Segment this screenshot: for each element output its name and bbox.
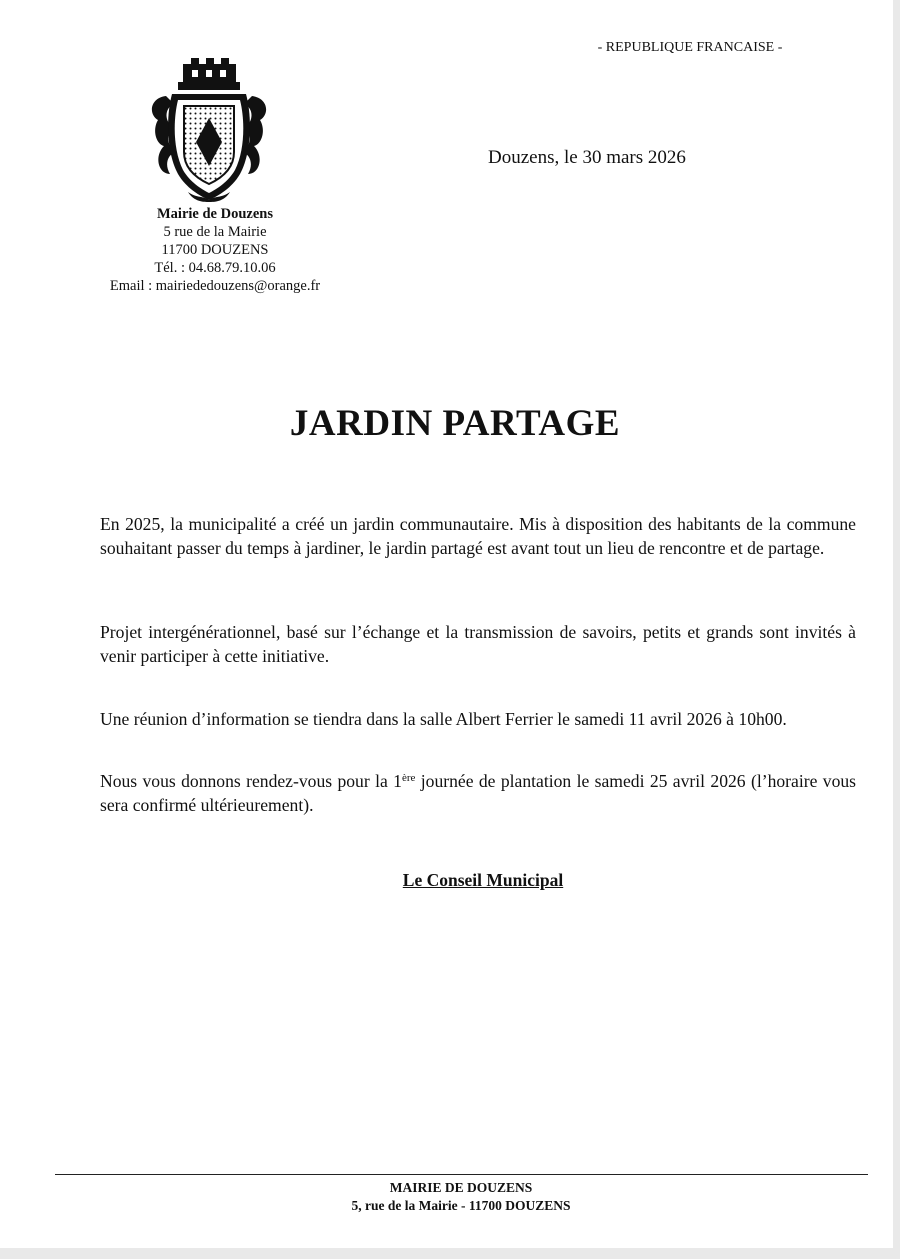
signature: Le Conseil Municipal: [402, 870, 564, 890]
paragraph-project: Projet intergénérationnel, basé sur l’échange et la transmission de savoirs, petits et grands sont invités à venir participer à cette initiative.: [100, 622, 856, 666]
sender-phone: Tél. : 04.68.79.10.06: [154, 260, 276, 276]
sender-street: 5 rue de la Mairie: [163, 224, 267, 240]
sender-email: Email : mairiededouzens@orange.fr: [109, 278, 321, 294]
paragraph-intro: En 2025, la municipalité a créé un jardin communautaire. Mis à disposition des habitants de la commune souhaitant passer du temps à jardiner, le jardin partagé est avant tout un lieu de rencontre et de partage.: [100, 514, 856, 558]
document-title: JARDIN PARTAGE: [289, 403, 621, 444]
footer: [0, 1179, 900, 1215]
planting-text-end: journée de plantation le samedi 25 avril 2026 (l’horaire vous sera confirmé ultérieurement).: [100, 771, 857, 815]
footer-divider: [55, 1174, 868, 1175]
paragraph-planting: [100, 770, 856, 817]
municipal-crest-icon: [148, 56, 270, 202]
ordinal-superscript: ère: [401, 772, 416, 784]
republic-header: - REPUBLIQUE FRANCAISE -: [597, 40, 783, 55]
footer-line-2: 5, rue de la Mairie - 11700 DOUZENS: [351, 1198, 571, 1213]
sender-address-block: [60, 205, 370, 295]
letter-date: Douzens, le 30 mars 2026: [488, 147, 686, 168]
planting-text-start: Nous vous donnons rendez-vous pour la 1: [100, 771, 402, 791]
footer-line-1: MAIRIE DE DOUZENS: [389, 1180, 533, 1195]
sender-name: Mairie de Douzens: [157, 206, 273, 222]
paragraph-meeting: Une réunion d’information se tiendra dans la salle Albert Ferrier le samedi 11 avril 2026 à 10h00.: [100, 709, 787, 729]
sender-city: 11700 DOUZENS: [161, 242, 269, 258]
